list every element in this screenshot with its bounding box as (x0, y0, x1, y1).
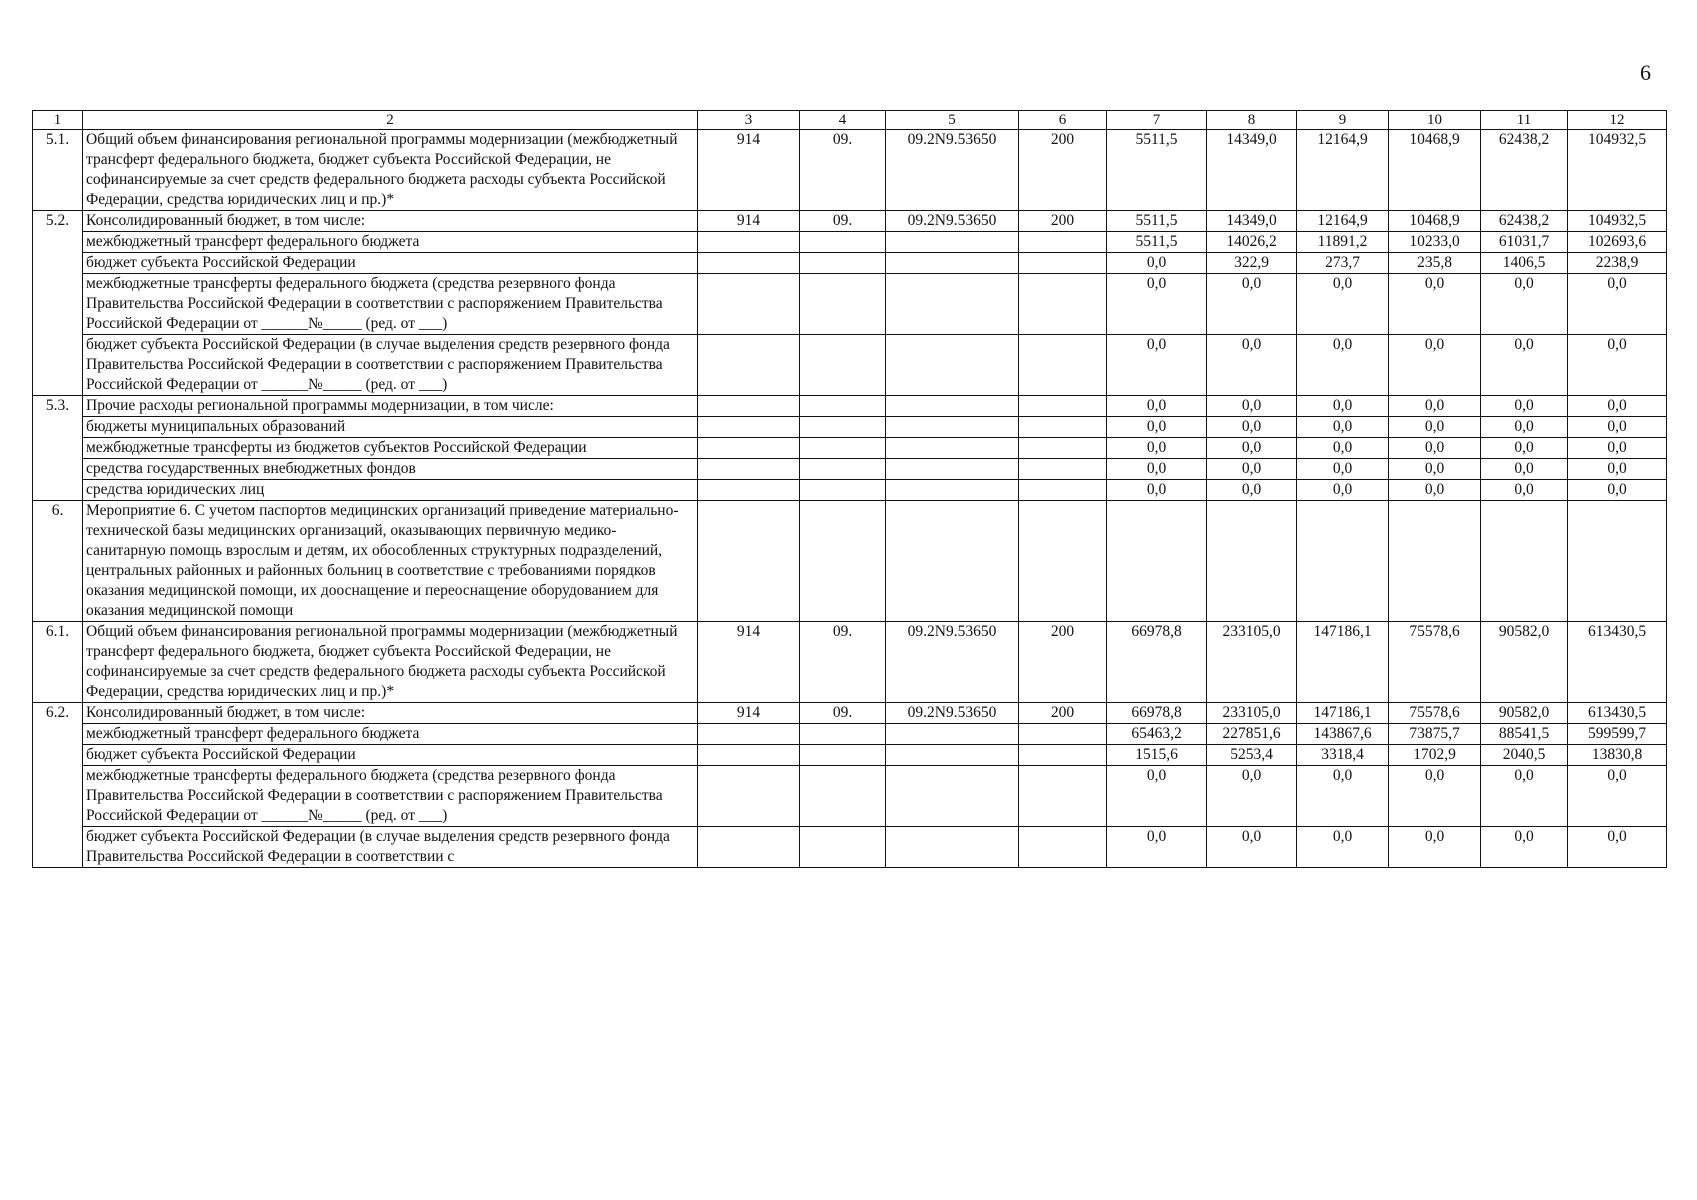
value-cell: 75578,6 (1389, 622, 1481, 703)
code-cell (800, 417, 886, 438)
table-row (33, 396, 1667, 417)
table-row (33, 501, 1667, 622)
code-cell (1019, 232, 1107, 253)
value-cell (1481, 501, 1568, 622)
value-cell: 0,0 (1107, 766, 1207, 827)
value-cell: 10468,9 (1389, 211, 1481, 232)
row-number: 6. (33, 501, 83, 622)
code-cell (886, 253, 1019, 274)
code-cell (1019, 438, 1107, 459)
code-cell (698, 232, 800, 253)
code-cell (1019, 480, 1107, 501)
code-cell: 09. (800, 211, 886, 232)
value-cell: 12164,9 (1297, 211, 1389, 232)
value-cell: 0,0 (1297, 480, 1389, 501)
table-row (33, 417, 1667, 438)
column-header: 2 (83, 111, 698, 130)
row-description: Общий объем финансирования региональной программы модернизации (межбюджетный трансферт федерального бюджета, бюджет субъекта Российской Федерации, не софинансируемые за счет средств федерального бюджета расходы субъекта Российской Федерации, средства юридических лиц и пр.)* (83, 130, 698, 211)
column-header: 10 (1389, 111, 1481, 130)
column-header: 3 (698, 111, 800, 130)
code-cell (886, 459, 1019, 480)
row-number: 6.1. (33, 622, 83, 703)
value-cell: 0,0 (1568, 417, 1667, 438)
value-cell: 0,0 (1297, 459, 1389, 480)
value-cell: 0,0 (1207, 274, 1297, 335)
row-description: средства юридических лиц (83, 480, 698, 501)
value-cell: 11891,2 (1297, 232, 1389, 253)
table-row (33, 827, 1667, 868)
code-cell (1019, 417, 1107, 438)
value-cell: 0,0 (1568, 274, 1667, 335)
table-row (33, 622, 1667, 703)
code-cell (800, 501, 886, 622)
value-cell: 65463,2 (1107, 724, 1207, 745)
column-header: 8 (1207, 111, 1297, 130)
table-header (33, 111, 1667, 130)
code-cell (800, 459, 886, 480)
row-description: межбюджетные трансферты федерального бюджета (средства резервного фонда Правительства Российской Федерации в соответствии с распоряжением Правительства Российской Федерации от ______№_____ (ред. от ___) (83, 274, 698, 335)
code-cell: 200 (1019, 622, 1107, 703)
value-cell: 227851,6 (1207, 724, 1297, 745)
value-cell: 0,0 (1481, 417, 1568, 438)
value-cell: 0,0 (1481, 459, 1568, 480)
value-cell: 90582,0 (1481, 622, 1568, 703)
code-cell (800, 396, 886, 417)
code-cell (800, 438, 886, 459)
value-cell: 0,0 (1481, 480, 1568, 501)
column-header: 12 (1568, 111, 1667, 130)
value-cell: 5511,5 (1107, 211, 1207, 232)
value-cell: 0,0 (1207, 396, 1297, 417)
budget-table (32, 110, 1667, 868)
value-cell: 0,0 (1297, 274, 1389, 335)
value-cell: 104932,5 (1568, 130, 1667, 211)
code-cell (1019, 766, 1107, 827)
code-cell (1019, 724, 1107, 745)
code-cell (800, 724, 886, 745)
table-row (33, 232, 1667, 253)
value-cell: 0,0 (1107, 335, 1207, 396)
page-number: 6 (1640, 60, 1651, 85)
code-cell: 09.2N9.53650 (886, 130, 1019, 211)
value-cell: 62438,2 (1481, 130, 1568, 211)
code-cell (886, 766, 1019, 827)
value-cell: 0,0 (1481, 827, 1568, 868)
code-cell (698, 724, 800, 745)
table-row (33, 766, 1667, 827)
code-cell (1019, 253, 1107, 274)
code-cell: 09. (800, 703, 886, 724)
value-cell: 0,0 (1107, 438, 1207, 459)
row-description: бюджет субъекта Российской Федерации (в случае выделения средств резервного фонда Правительства Российской Федерации в соответствии с распоряжением Правительства Российской Федерации от ______№_____ (ред. от ___) (83, 335, 698, 396)
table-row (33, 253, 1667, 274)
value-cell: 322,9 (1207, 253, 1297, 274)
code-cell (886, 480, 1019, 501)
code-cell (1019, 274, 1107, 335)
code-cell (886, 274, 1019, 335)
value-cell: 273,7 (1297, 253, 1389, 274)
code-cell (886, 501, 1019, 622)
value-cell: 599599,7 (1568, 724, 1667, 745)
value-cell: 613430,5 (1568, 622, 1667, 703)
table-row (33, 274, 1667, 335)
code-cell: 200 (1019, 130, 1107, 211)
value-cell: 104932,5 (1568, 211, 1667, 232)
table-row (33, 703, 1667, 724)
value-cell: 5511,5 (1107, 130, 1207, 211)
value-cell: 0,0 (1297, 396, 1389, 417)
value-cell: 0,0 (1481, 274, 1568, 335)
value-cell: 75578,6 (1389, 703, 1481, 724)
value-cell: 0,0 (1481, 438, 1568, 459)
value-cell: 0,0 (1481, 766, 1568, 827)
code-cell (886, 417, 1019, 438)
row-description: бюджет субъекта Российской Федерации (в случае выделения средств резервного фонда Правительства Российской Федерации в соответствии с (83, 827, 698, 868)
code-cell (886, 827, 1019, 868)
code-cell (886, 745, 1019, 766)
code-cell (800, 827, 886, 868)
code-cell (1019, 396, 1107, 417)
value-cell: 0,0 (1568, 396, 1667, 417)
code-cell (800, 480, 886, 501)
value-cell: 0,0 (1207, 480, 1297, 501)
value-cell: 88541,5 (1481, 724, 1568, 745)
value-cell: 0,0 (1568, 827, 1667, 868)
row-description: Консолидированный бюджет, в том числе: (83, 703, 698, 724)
value-cell: 5511,5 (1107, 232, 1207, 253)
value-cell: 73875,7 (1389, 724, 1481, 745)
code-cell (1019, 745, 1107, 766)
column-header: 9 (1297, 111, 1389, 130)
code-cell (800, 335, 886, 396)
column-header: 11 (1481, 111, 1568, 130)
value-cell: 0,0 (1389, 335, 1481, 396)
value-cell (1107, 501, 1207, 622)
row-number: 5.2. (33, 211, 83, 396)
code-cell: 09.2N9.53650 (886, 622, 1019, 703)
code-cell (698, 827, 800, 868)
row-description: средства государственных внебюджетных фондов (83, 459, 698, 480)
table-row (33, 438, 1667, 459)
value-cell: 0,0 (1389, 274, 1481, 335)
value-cell: 0,0 (1107, 459, 1207, 480)
code-cell (698, 766, 800, 827)
row-description: Консолидированный бюджет, в том числе: (83, 211, 698, 232)
column-header: 5 (886, 111, 1019, 130)
table-row (33, 211, 1667, 232)
value-cell: 0,0 (1389, 766, 1481, 827)
column-header: 1 (33, 111, 83, 130)
code-cell (886, 232, 1019, 253)
value-cell: 235,8 (1389, 253, 1481, 274)
row-description: бюджеты муниципальных образований (83, 417, 698, 438)
code-cell (1019, 459, 1107, 480)
value-cell: 0,0 (1297, 766, 1389, 827)
value-cell: 66978,8 (1107, 622, 1207, 703)
value-cell: 90582,0 (1481, 703, 1568, 724)
value-cell: 1406,5 (1481, 253, 1568, 274)
value-cell: 0,0 (1297, 335, 1389, 396)
code-cell (698, 438, 800, 459)
value-cell: 0,0 (1107, 396, 1207, 417)
value-cell (1297, 501, 1389, 622)
value-cell (1568, 501, 1667, 622)
value-cell: 12164,9 (1297, 130, 1389, 211)
value-cell: 5253,4 (1207, 745, 1297, 766)
value-cell: 0,0 (1389, 438, 1481, 459)
code-cell (800, 274, 886, 335)
code-cell (698, 417, 800, 438)
row-number: 5.3. (33, 396, 83, 501)
value-cell: 0,0 (1389, 480, 1481, 501)
code-cell (886, 396, 1019, 417)
value-cell: 1515,6 (1107, 745, 1207, 766)
code-cell: 200 (1019, 211, 1107, 232)
value-cell: 0,0 (1107, 417, 1207, 438)
value-cell: 3318,4 (1297, 745, 1389, 766)
value-cell: 0,0 (1297, 417, 1389, 438)
value-cell: 0,0 (1389, 459, 1481, 480)
row-description: межбюджетный трансферт федерального бюджета (83, 232, 698, 253)
code-cell (698, 274, 800, 335)
code-cell (800, 745, 886, 766)
table-row (33, 459, 1667, 480)
value-cell: 13830,8 (1568, 745, 1667, 766)
code-cell: 914 (698, 130, 800, 211)
code-cell (886, 724, 1019, 745)
value-cell: 147186,1 (1297, 703, 1389, 724)
value-cell: 102693,6 (1568, 232, 1667, 253)
code-cell (698, 745, 800, 766)
code-cell (698, 480, 800, 501)
value-cell: 0,0 (1297, 827, 1389, 868)
value-cell: 66978,8 (1107, 703, 1207, 724)
value-cell: 0,0 (1107, 253, 1207, 274)
value-cell: 0,0 (1389, 827, 1481, 868)
table-row (33, 724, 1667, 745)
value-cell: 147186,1 (1297, 622, 1389, 703)
value-cell: 0,0 (1297, 438, 1389, 459)
value-cell: 0,0 (1207, 827, 1297, 868)
row-description: бюджет субъекта Российской Федерации (83, 253, 698, 274)
value-cell: 10468,9 (1389, 130, 1481, 211)
value-cell: 1702,9 (1389, 745, 1481, 766)
code-cell: 09. (800, 130, 886, 211)
code-cell (698, 501, 800, 622)
code-cell (698, 253, 800, 274)
table-row (33, 335, 1667, 396)
value-cell: 0,0 (1568, 480, 1667, 501)
code-cell (800, 232, 886, 253)
row-description: межбюджетный трансферт федерального бюджета (83, 724, 698, 745)
value-cell: 0,0 (1107, 274, 1207, 335)
code-cell: 914 (698, 703, 800, 724)
value-cell: 143867,6 (1297, 724, 1389, 745)
code-cell (1019, 501, 1107, 622)
code-cell: 09.2N9.53650 (886, 703, 1019, 724)
value-cell: 0,0 (1107, 827, 1207, 868)
value-cell: 0,0 (1568, 335, 1667, 396)
value-cell: 0,0 (1481, 396, 1568, 417)
value-cell: 14026,2 (1207, 232, 1297, 253)
code-cell (1019, 335, 1107, 396)
value-cell (1389, 501, 1481, 622)
value-cell: 0,0 (1207, 459, 1297, 480)
column-header: 4 (800, 111, 886, 130)
code-cell (698, 396, 800, 417)
code-cell (800, 766, 886, 827)
value-cell: 0,0 (1107, 480, 1207, 501)
row-description: Общий объем финансирования региональной программы модернизации (межбюджетный трансферт федерального бюджета, бюджет субъекта Российской Федерации, не софинансируемые за счет средств федерального бюджета расходы субъекта Российской Федерации, средства юридических лиц и пр.)* (83, 622, 698, 703)
code-cell (698, 459, 800, 480)
value-cell: 0,0 (1389, 417, 1481, 438)
header-row (33, 111, 1667, 130)
value-cell: 0,0 (1568, 766, 1667, 827)
code-cell: 09.2N9.53650 (886, 211, 1019, 232)
value-cell: 10233,0 (1389, 232, 1481, 253)
code-cell (886, 438, 1019, 459)
row-description: межбюджетные трансферты федерального бюджета (средства резервного фонда Правительства Российской Федерации в соответствии с распоряжением Правительства Российской Федерации от ______№_____ (ред. от ___) (83, 766, 698, 827)
table-row (33, 130, 1667, 211)
code-cell: 09. (800, 622, 886, 703)
value-cell: 613430,5 (1568, 703, 1667, 724)
row-description: Мероприятие 6. С учетом паспортов медицинских организаций приведение материально-технической базы медицинских организаций, оказывающих первичную медико-санитарную помощь взрослым и детям, их обособленных структурных подразделений, центральных районных и районных больниц в соответствие с требованиями порядков оказания медицинской помощи, их дооснащение и переоснащение оборудованием для оказания медицинской помощи (83, 501, 698, 622)
table-row (33, 745, 1667, 766)
code-cell (800, 253, 886, 274)
value-cell: 2040,5 (1481, 745, 1568, 766)
row-number: 6.2. (33, 703, 83, 868)
code-cell (1019, 827, 1107, 868)
row-description: бюджет субъекта Российской Федерации (83, 745, 698, 766)
column-header: 6 (1019, 111, 1107, 130)
value-cell: 0,0 (1207, 335, 1297, 396)
value-cell: 233105,0 (1207, 622, 1297, 703)
value-cell: 14349,0 (1207, 130, 1297, 211)
value-cell: 14349,0 (1207, 211, 1297, 232)
row-number: 5.1. (33, 130, 83, 211)
value-cell: 233105,0 (1207, 703, 1297, 724)
code-cell: 200 (1019, 703, 1107, 724)
value-cell: 0,0 (1207, 438, 1297, 459)
code-cell (698, 335, 800, 396)
value-cell: 0,0 (1207, 417, 1297, 438)
code-cell: 914 (698, 622, 800, 703)
value-cell: 0,0 (1207, 766, 1297, 827)
value-cell: 61031,7 (1481, 232, 1568, 253)
value-cell: 0,0 (1568, 438, 1667, 459)
value-cell: 0,0 (1389, 396, 1481, 417)
table-row (33, 480, 1667, 501)
value-cell (1207, 501, 1297, 622)
column-header: 7 (1107, 111, 1207, 130)
value-cell: 2238,9 (1568, 253, 1667, 274)
value-cell: 0,0 (1481, 335, 1568, 396)
table-body (33, 130, 1667, 868)
code-cell: 914 (698, 211, 800, 232)
row-description: Прочие расходы региональной программы модернизации, в том числе: (83, 396, 698, 417)
value-cell: 62438,2 (1481, 211, 1568, 232)
value-cell: 0,0 (1568, 459, 1667, 480)
row-description: межбюджетные трансферты из бюджетов субъектов Российской Федерации (83, 438, 698, 459)
code-cell (886, 335, 1019, 396)
